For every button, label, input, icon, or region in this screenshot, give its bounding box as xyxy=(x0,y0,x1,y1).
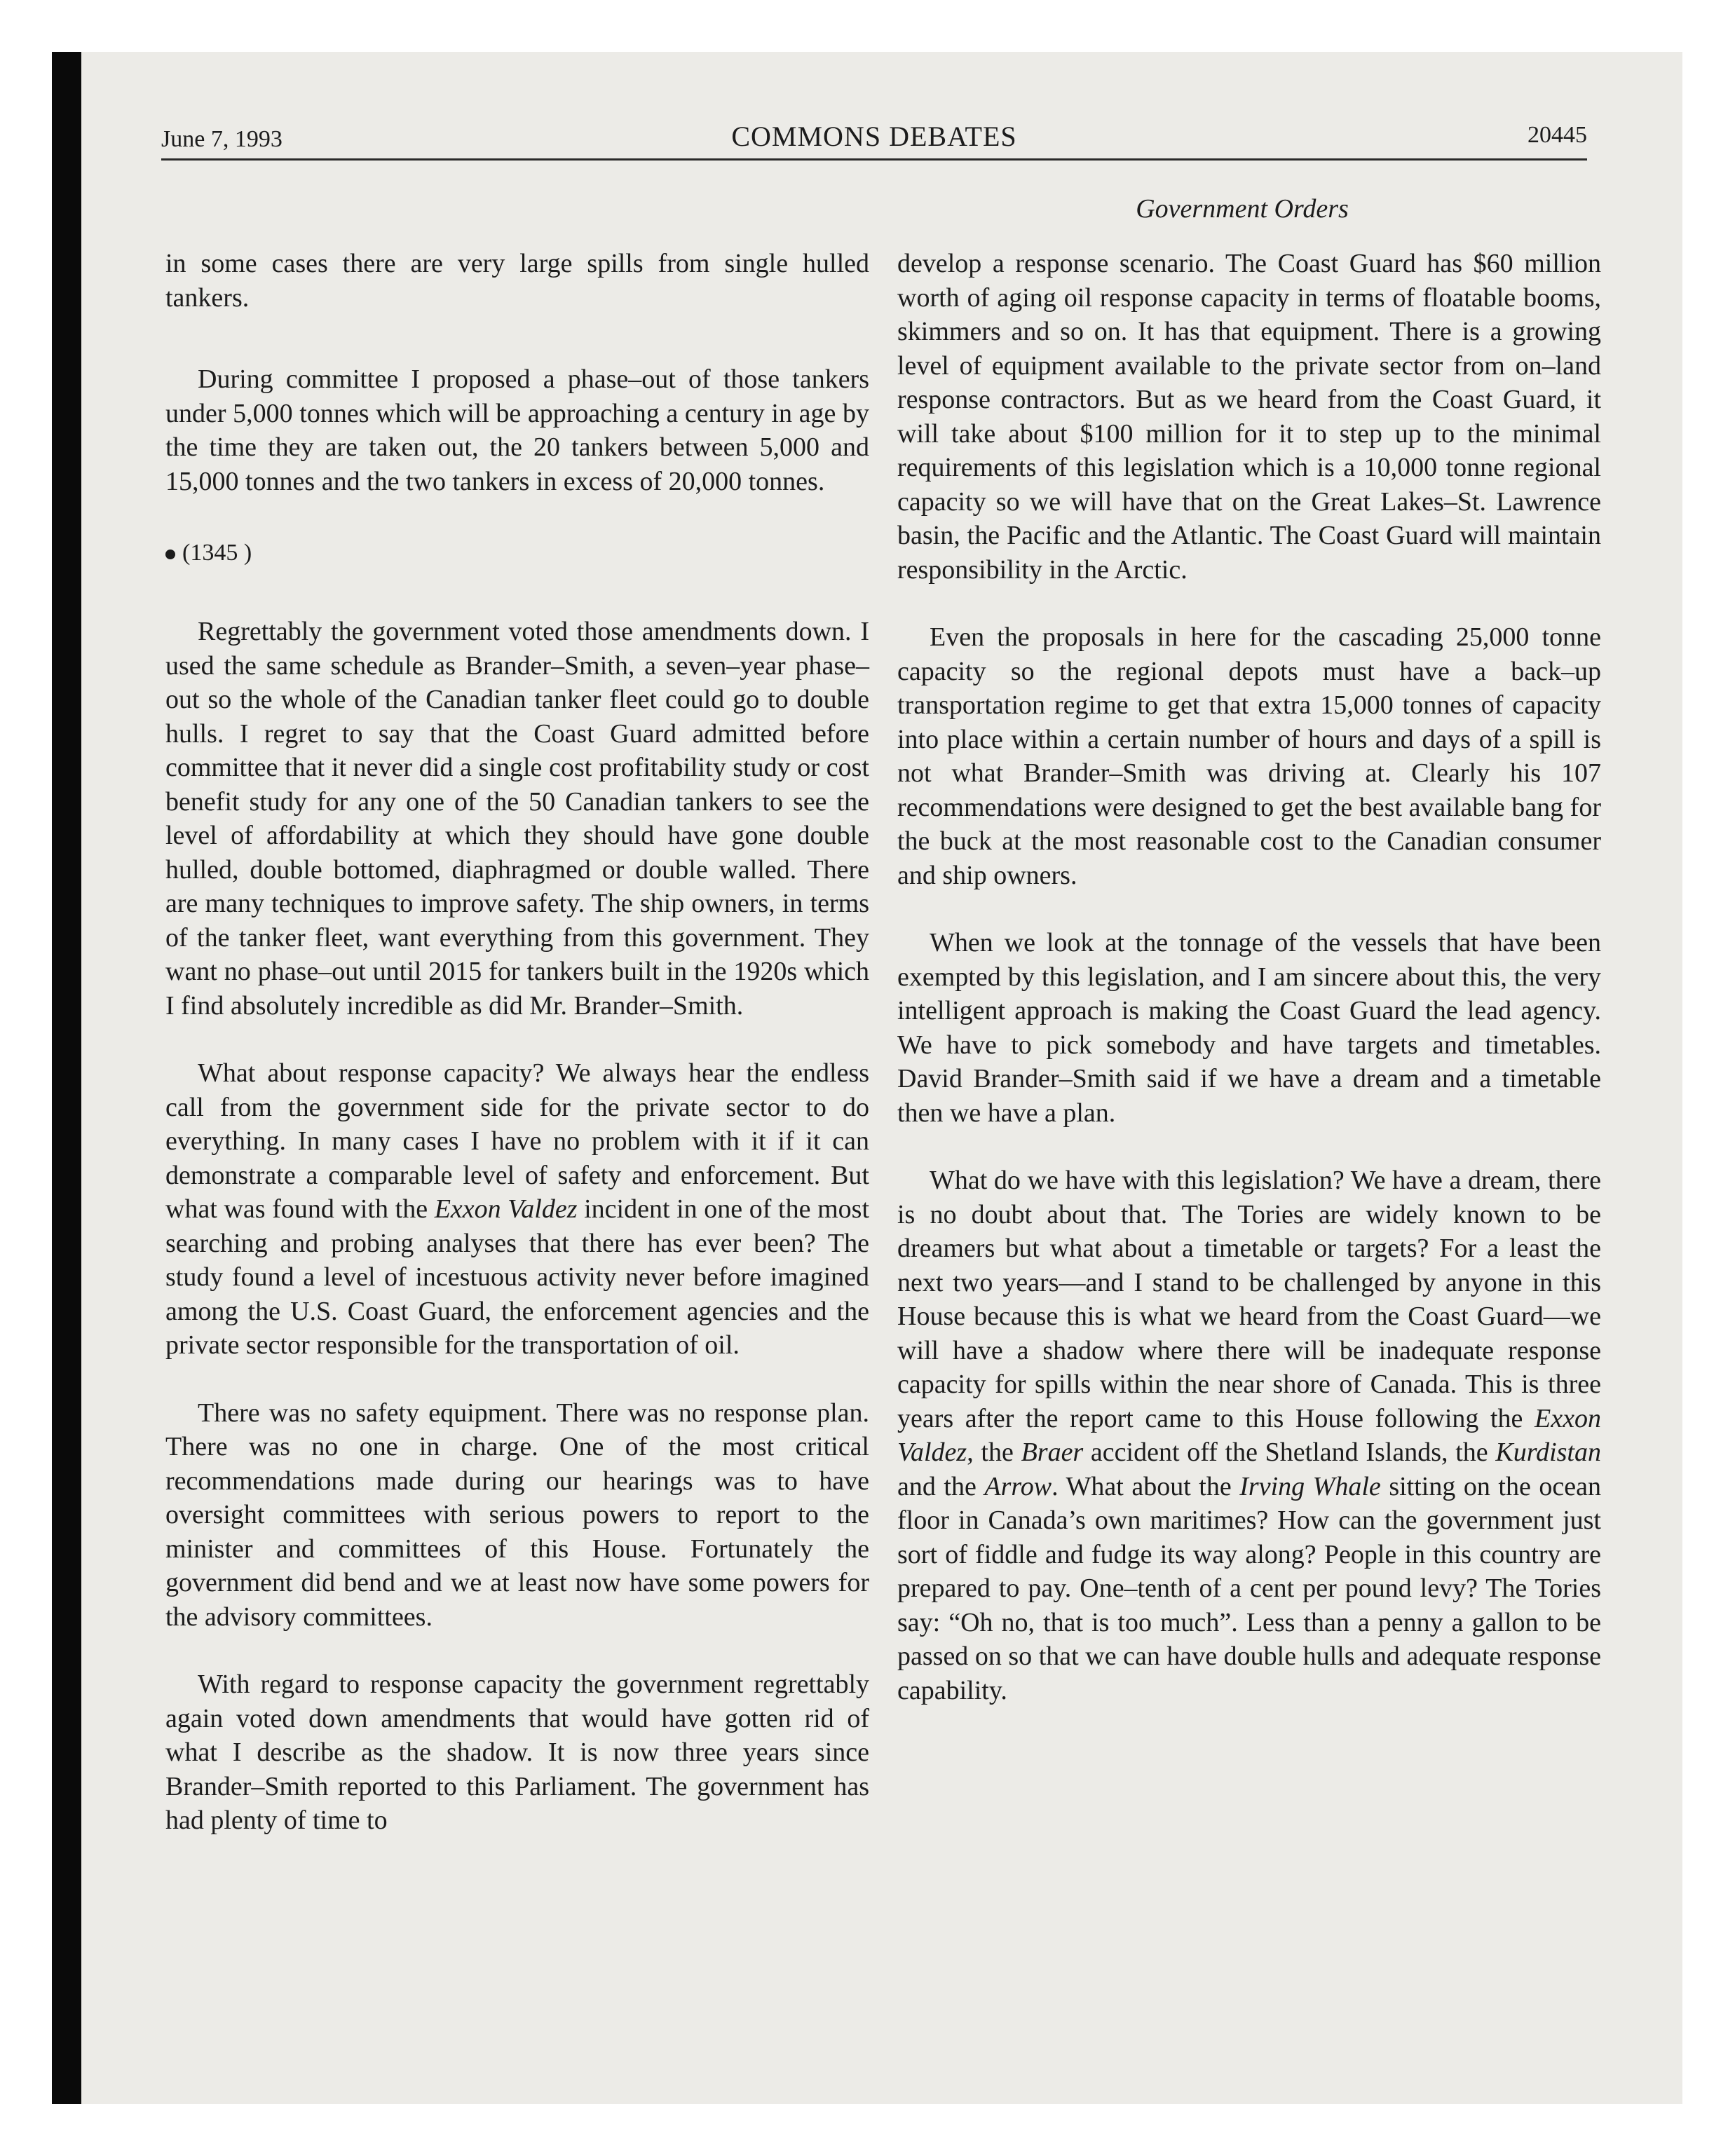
bullet-icon xyxy=(165,550,175,559)
vessel-name: Braer xyxy=(1021,1438,1084,1467)
paragraph: in some cases there are very large spills from single hulled tankers. xyxy=(165,249,869,313)
paragraph-text: . What about the xyxy=(1052,1471,1240,1501)
vessel-name: Arrow xyxy=(984,1471,1052,1501)
paragraph: Regrettably the government voted those amendments down. I used the same schedule as Brander–Smith, a seven–year phase–out so the whole of the Canadian tanker fleet could go to double hulls. I regret to say that the Coast Guard admitted before committee that it never did a single cost profitability study or cost benefit study for any one of the 50 Canadian tankers to see the level of affordability at which they should have gone double hulled, double bottomed, diaphragmed or double walled. There are many techniques to improve safety. The ship owners, in terms of the tanker fleet, want everything from this government. They want no phase–out until 2015 for tankers built in the 1920s which I find absolutely incredible as did Mr. Brander–Smith. xyxy=(165,617,869,1021)
paragraph-text: accident off the Shetland Islands, the xyxy=(1083,1438,1496,1467)
paragraph: Even the proposals in here for the cascading 25,000 tonne capacity so the regional depots must have a back–up transportation regime to get that extra 15,000 tonnes of capacity into place within a certain number of hours and days of a spill is not what Brander–Smith was driving at. Clearly his 107 recommendations were designed to get the best available bang for the buck at the most reasonable cost to the Canadian consumer and ship owners. xyxy=(897,622,1601,890)
paragraph: develop a response scenario. The Coast Guard has $60 million worth of aging oil response capacity in terms of floatable booms, skimmers and so on. It has that equipment. There is a growing level of equipment available to the private sector from on–land response contractors. But as we heard from the Coast Guard, it will take about $100 million for it to step up to the minimal requirements of this legislation which is a 10,000 tonne regional capacity so we will have that on the Great Lakes–St. Lawrence basin, the Pacific and the Atlantic. The Coast Guard will maintain responsibility in the Arctic. xyxy=(897,249,1601,585)
paragraph-text: and the xyxy=(897,1471,985,1501)
header-title: COMMONS DEBATES xyxy=(731,121,1017,152)
paragraph-text: What do we have with this legislation? We have a dream, there is no doubt about that. The Tories are widely known to be dreamers but what about a timetable or targets? For a least the next two years—and I stand to be challenged by anyone in this House because this is what we heard from the Coast Guard—we will have a shadow where there will be inadequate response capacity for spills within the near shore of Canada. This is three years after the report came to this House following the xyxy=(897,1166,1601,1433)
time-marker xyxy=(165,539,869,567)
vessel-name: Exxon Valdez xyxy=(434,1194,578,1224)
paragraph-text: sitting on the ocean floor in Canada’s own maritimes? How can the government just sort of fiddle and fudge its way along? People in this country are prepared to pay. One–tenth of a cent per pound levy? The Tories say: “Oh no, that is too much”. Less than a penny a gallon to be passed on so that we can have double hulls and adequate response capability. xyxy=(897,1471,1601,1705)
paragraph-text: incident in one of the most searching and probing analyses that there has ever been? The study found a level of incestuous activity never before imagined among the U.S. Coast Guard, the enforcement agencies and the private sector responsible for the transportation of oil. xyxy=(165,1194,870,1360)
left-column xyxy=(165,247,869,1838)
section-heading: Government Orders xyxy=(1136,194,1349,224)
binding-edge-shadow xyxy=(52,52,81,2104)
vessel-name: Exxon Valdez xyxy=(897,1403,1601,1467)
header-date: June 7, 1993 xyxy=(161,126,283,152)
right-column xyxy=(897,247,1601,1707)
paragraph-text: What about response capacity? We always hear the endless call from the government side for the private sector to do everything. In many cases I have no problem with it if it can demonstrate a comparable level of safety and enforcement. But what was found with the xyxy=(165,1058,869,1224)
paragraph: When we look at the tonnage of the vessels that have been exempted by this legislation, and I am sincere about this, the very intelligent approach is making the Coast Guard the lead agency. We have to pick somebody and have targets and timetables. David Brander–Smith said if we have a dream and a timetable then we have a plan. xyxy=(897,928,1601,1128)
page-number: 20445 xyxy=(1528,122,1587,148)
paragraph: There was no safety equipment. There was no response plan. There was no one in charge. One of the most critical recommendations made during our hearings was to have oversight committees with serious powers to report to the minister and committees of this House. Fortunately the government did bend and we at least now have some powers for the advisory committees. xyxy=(165,1398,869,1632)
vessel-name: Irving Whale xyxy=(1239,1471,1381,1501)
time-marker-label: (1345 ) xyxy=(182,540,252,566)
paragraph xyxy=(165,1056,869,1363)
paragraph: With regard to response capacity the government regrettably again voted down amendments that would have gotten rid of what I describe as the shadow. It is now three years since Brander–Smith reported to this Parliament. The government has had plenty of time to xyxy=(165,1670,869,1835)
header-rule xyxy=(161,158,1587,161)
paragraph-text: , the xyxy=(967,1438,1021,1467)
paragraph xyxy=(897,1164,1601,1707)
vessel-name: Kurdistan xyxy=(1495,1438,1601,1467)
paragraph: During committee I proposed a phase–out of those tankers under 5,000 tonnes which will be approaching a century in age by the time they are taken out, the 20 tankers between 5,000 and 15,000 tonnes and the two tankers in excess of 20,000 tonnes. xyxy=(165,364,869,496)
running-head xyxy=(161,118,1587,158)
